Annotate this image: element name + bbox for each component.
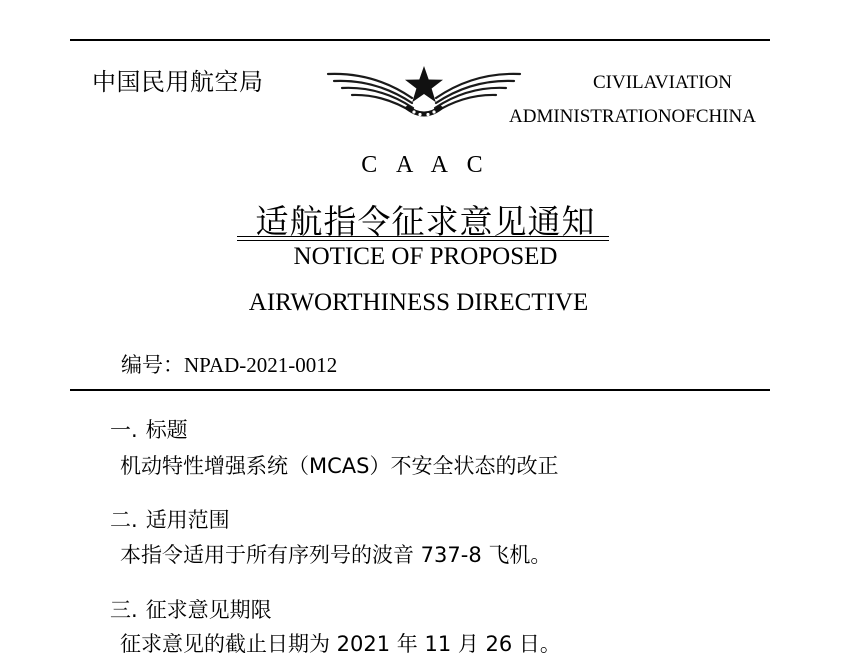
section-heading-text: 标题	[145, 418, 188, 442]
section-body-applicability: 本指令适用于所有序列号的波音 737-8 飞机。	[120, 543, 552, 567]
notice-title-english-line2: AIRWORTHINESS DIRECTIVE	[248, 289, 589, 316]
caac-label: C A A C	[361, 152, 490, 178]
section-number: 三.	[110, 598, 138, 622]
section-heading-title	[110, 414, 188, 444]
section-body-comment-period: 征求意见的截止日期为 2021 年 11 月 26 日。	[120, 632, 561, 656]
notice-title-chinese: 适航指令征求意见通知	[255, 202, 596, 241]
org-name-english-line1: CIVILAVIATION	[593, 72, 732, 93]
section-divider-rule	[70, 389, 770, 391]
section-heading-text: 适用范围	[145, 508, 230, 532]
document-number-label: 编号：	[121, 353, 184, 377]
section-heading-comment-period	[110, 594, 272, 624]
header-top-rule	[70, 39, 770, 41]
caac-winged-star-emblem-icon	[324, 64, 524, 126]
section-heading-text: 征求意见期限	[145, 598, 272, 622]
document-number-value: NPAD-2021-0012	[184, 353, 338, 377]
org-name-english-line2: ADMINISTRATIONOFCHINA	[509, 106, 756, 127]
org-name-chinese: 中国民用航空局	[92, 68, 264, 96]
title-double-underline	[237, 236, 609, 241]
section-heading-applicability	[110, 504, 230, 534]
section-body-title: 机动特性增强系统（MCAS）不安全状态的改正	[120, 454, 559, 478]
document-number	[121, 349, 337, 379]
section-number: 一.	[110, 418, 138, 442]
notice-title-english-line1: NOTICE OF PROPOSED	[293, 243, 558, 270]
section-number: 二.	[110, 508, 138, 532]
